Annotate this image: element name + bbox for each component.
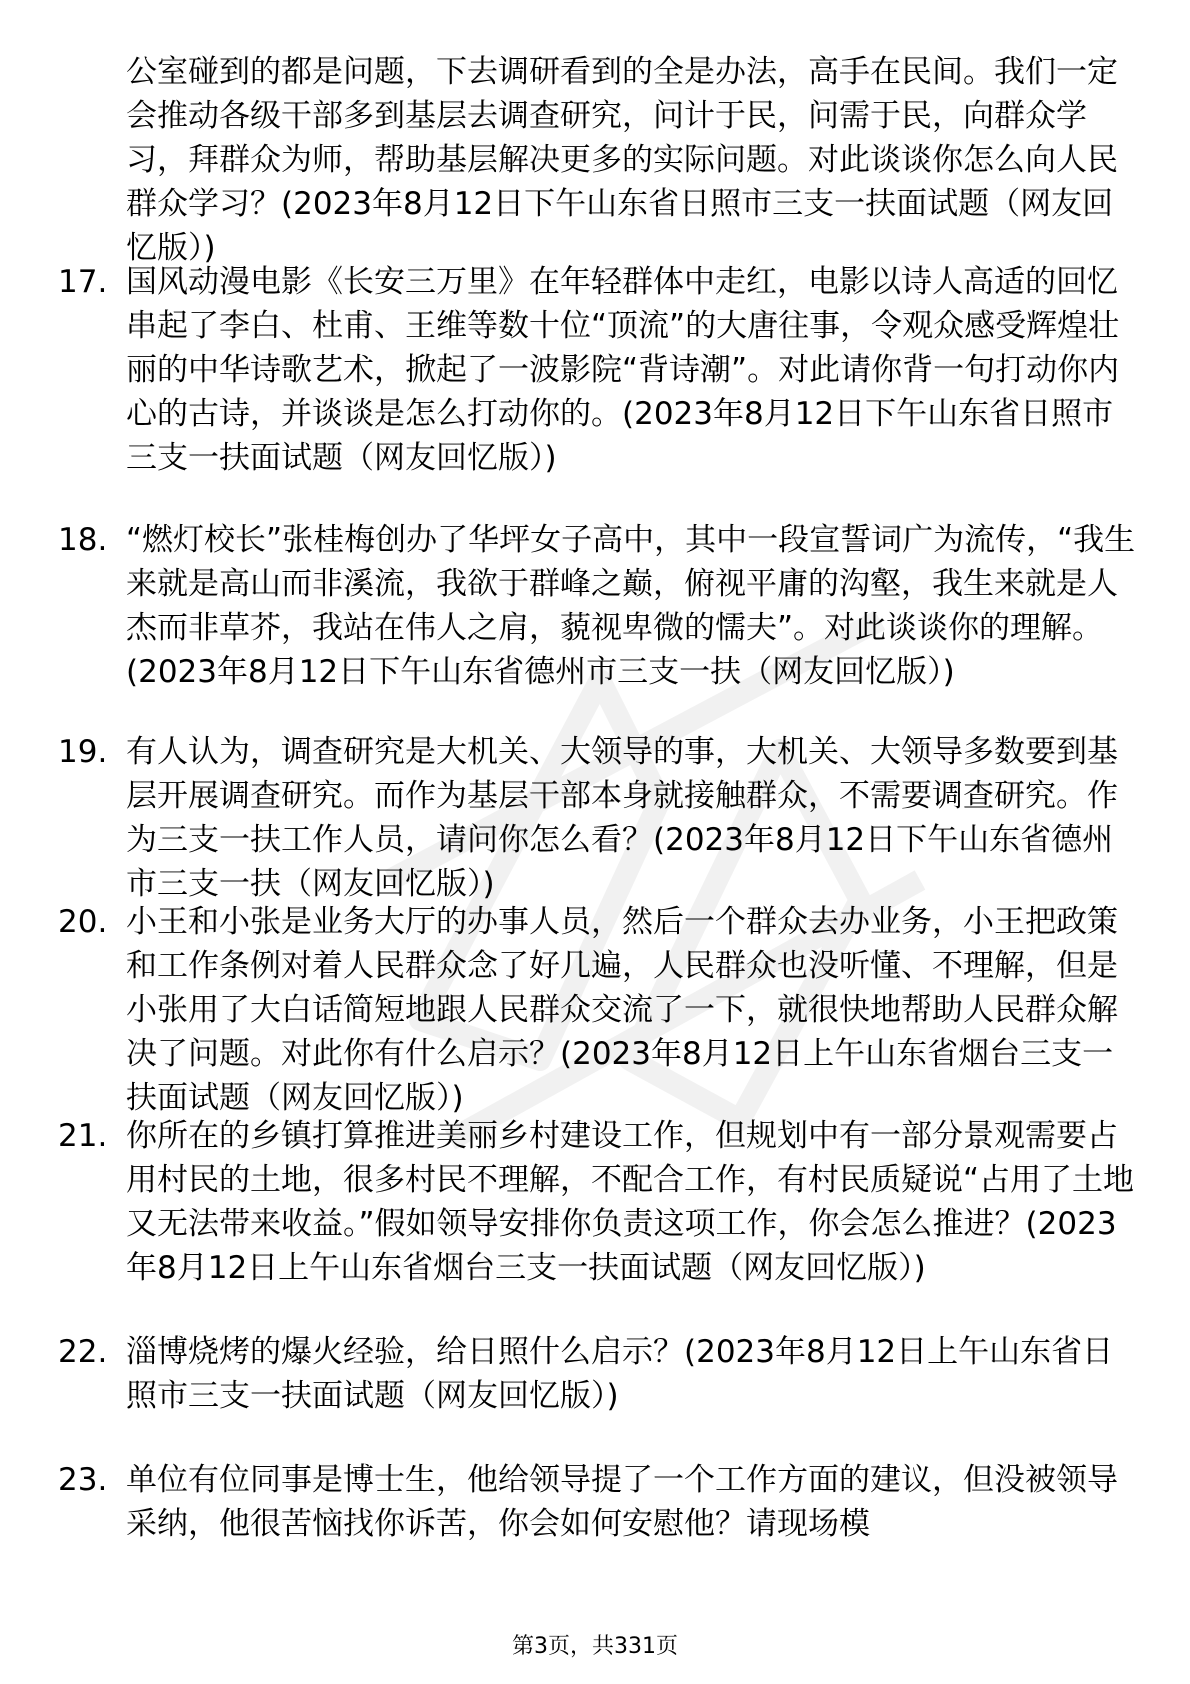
continued-question-text: 公室碰到的都是问题，下去调研看到的全是办法，高手在民间。我们一定会推动各级干部多到基层去调查研究，问计于民，问需于民，向群众学习，拜群众为师，帮助基层解决更多的实际问题。对此谈谈你怎么向人民群众学习？(2023年8月12日下午山东省日照市三支一扶面试题（网友回忆版）) xyxy=(126,54,1118,266)
question-item-23 xyxy=(58,1458,1138,1546)
question-number: 23. xyxy=(58,1462,108,1498)
question-item-19 xyxy=(58,730,1138,906)
question-item-17 xyxy=(58,260,1138,480)
question-number: 21. xyxy=(58,1118,108,1154)
question-text: 单位有位同事是博士生，他给领导提了一个工作方面的建议，但没被领导采纳，他很苦恼找你诉苦，你会如何安慰他？请现场模 xyxy=(126,1462,1118,1542)
question-number: 22. xyxy=(58,1334,108,1370)
question-item-20 xyxy=(58,900,1138,1120)
question-number: 17. xyxy=(58,264,108,300)
question-item-22 xyxy=(58,1330,1138,1418)
question-number: 18. xyxy=(58,522,108,558)
question-text: 有人认为，调查研究是大机关、大领导的事，大机关、大领导多数要到基层开展调查研究。而作为基层干部本身就接触群众，不需要调查研究。作为三支一扶工作人员，请问你怎么看？(2023年8月12日下午山东省德州市三支一扶（网友回忆版）) xyxy=(126,734,1118,902)
question-number: 20. xyxy=(58,904,108,940)
question-item-21 xyxy=(58,1114,1138,1290)
question-text: 国风动漫电影《长安三万里》在年轻群体中走红，电影以诗人高适的回忆串起了李白、杜甫、王维等数十位“顶流”的大唐往事，令观众感受辉煌壮丽的中华诗歌艺术，掀起了一波影院“背诗潮”。对此请你背一句打动你内心的古诗，并谈谈是怎么打动你的。(2023年8月12日下午山东省日照市三支一扶面试题（网友回忆版）) xyxy=(126,264,1120,476)
question-text: 你所在的乡镇打算推进美丽乡村建设工作，但规划中有一部分景观需要占用村民的土地，很多村民不理解，不配合工作，有村民质疑说“占用了土地又无法带来收益。”假如领导安排你负责这项工作，你会怎么推进？(2023年8月12日上午山东省烟台三支一扶面试题（网友回忆版）) xyxy=(126,1118,1135,1286)
question-text: 小王和小张是业务大厅的办事人员，然后一个群众去办业务，小王把政策和工作条例对着人民群众念了好几遍，人民群众也没听懂、不理解，但是小张用了大白话简短地跟人民群众交流了一下，就很快地帮助人民群众解决了问题。对此你有什么启示？(2023年8月12日上午山东省烟台三支一扶面试题（网友回忆版）) xyxy=(126,904,1118,1116)
question-text: 淄博烧烤的爆火经验，给日照什么启示？(2023年8月12日上午山东省日照市三支一扶面试题（网友回忆版）) xyxy=(126,1334,1114,1414)
question-text: “燃灯校长”张桂梅创办了华坪女子高中，其中一段宣誓词广为流传，“我生来就是高山而非溪流，我欲于群峰之巅，俯视平庸的沟壑，我生来就是人杰而非草芥，我站在伟人之肩，藐视卑微的懦夫”。对此谈谈你的理解。(2023年8月12日下午山东省德州市三支一扶（网友回忆版）) xyxy=(126,522,1136,690)
question-item-18 xyxy=(58,518,1138,694)
question-number: 19. xyxy=(58,734,108,770)
page-number-footer: 第3页，共331页 xyxy=(512,1634,678,1659)
